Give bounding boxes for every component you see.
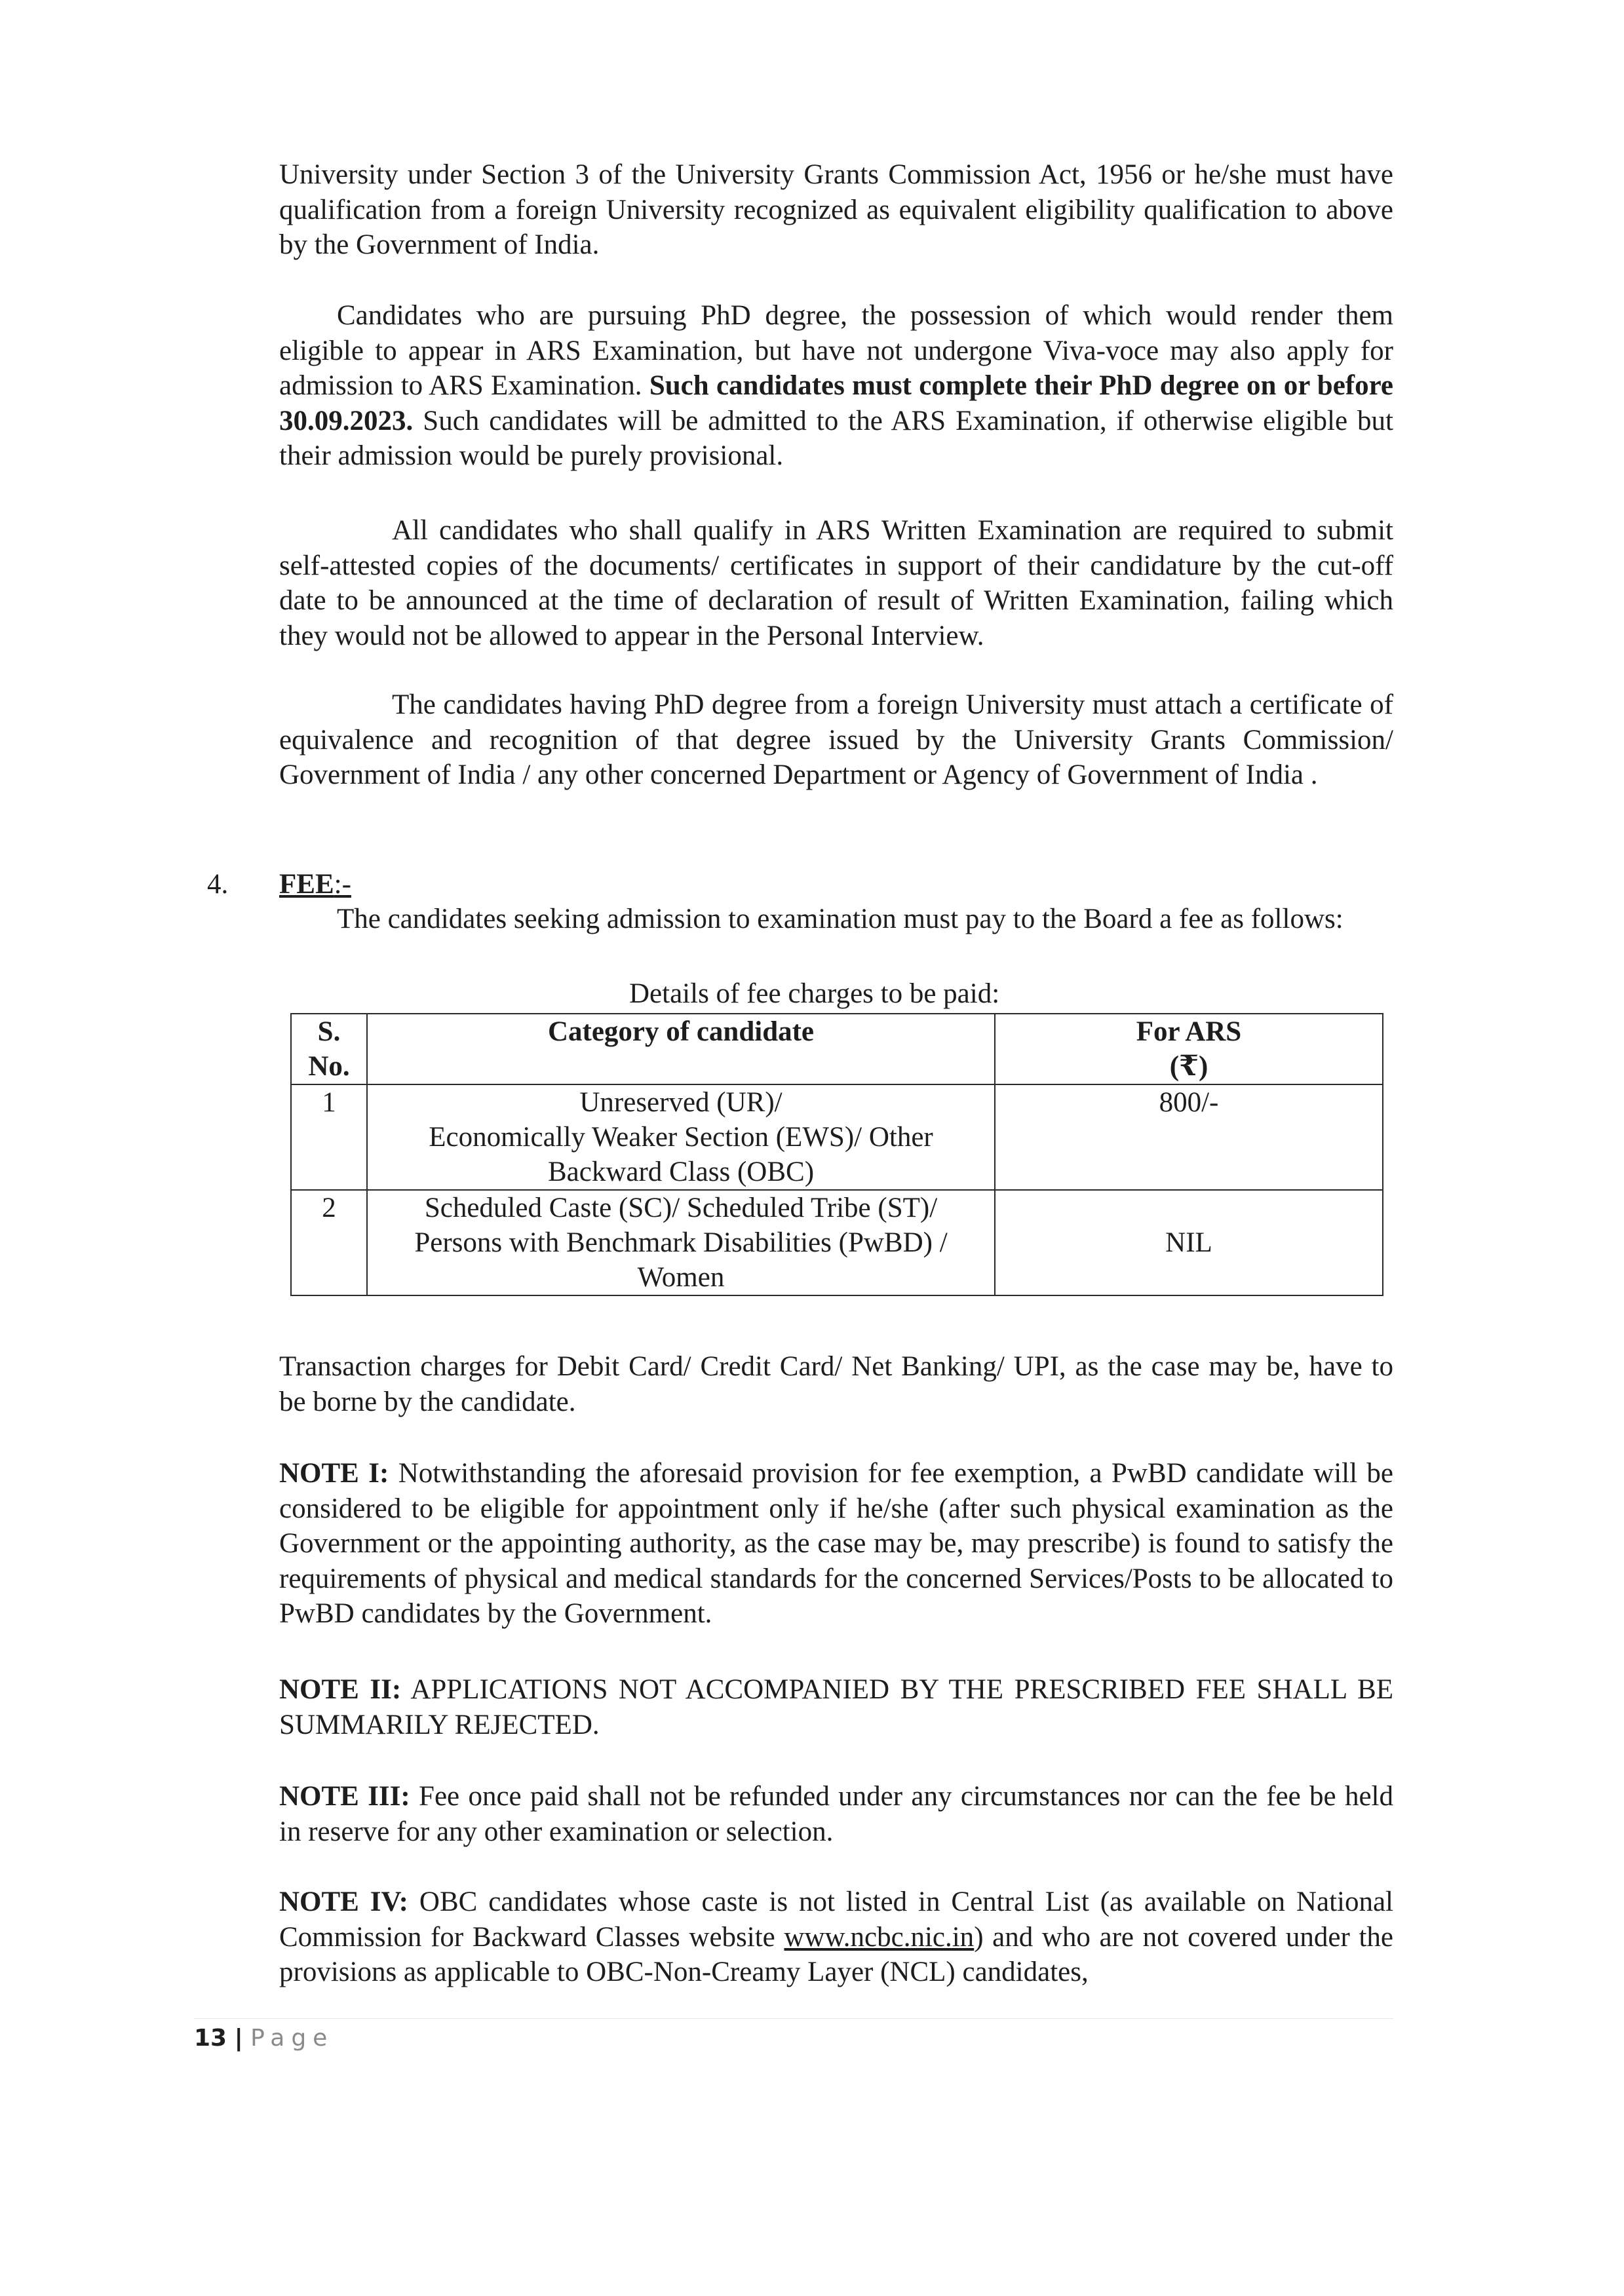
paragraph-foreign-phd: The candidates having PhD degree from a foreign University must attach a certificate of equivalence and recognition of that degree issued by the University Grants Commission/ Government of India / any other concerned Department or Agency of Government of India . [279, 689, 1393, 790]
paragraph-provisional-admission: Such candidates will be admitted to the ARS Examination, if otherwise eligible but their admission would be purely provisional. [279, 405, 1394, 471]
header-fee-line1: For ARS [1136, 1016, 1242, 1047]
row2-category-line1: Scheduled Caste (SC)/ Scheduled Tribe (ST)/ [424, 1193, 938, 1223]
row2-category [367, 1190, 995, 1295]
page-word: Page [250, 2025, 334, 2052]
paragraph-document-submission: All candidates who shall qualify in ARS Written Examination are required to submit self-attested copies of the documents/ certificates in support of their candidature by the cut-off date to be announced at the time of declaration of result of Written Examination, failing which they would not be allowed to appear in the Personal Interview. [279, 515, 1393, 651]
table-row [291, 1190, 1383, 1295]
table-caption: Details of fee charges to be paid: [629, 978, 1000, 1009]
note-4 [279, 1885, 1393, 1990]
section-title-suffix: :- [334, 869, 351, 900]
note-1 [279, 1456, 1393, 1632]
paragraph-eligibility-continued: University under Section 3 of the University Grants Commission Act, 1956 or he/she must have qualification from a foreign University recognized as equivalent eligibility qualification to above by the Government of India. [279, 159, 1393, 260]
table-header-row [291, 1014, 1383, 1084]
row2-fee: NIL [995, 1190, 1383, 1295]
paragraph-pursuing-phd [279, 298, 1393, 474]
note-4-text-a: OBC candidates whose caste is not listed in Central List (as available on National Commission for Backward Classes website [279, 1886, 1393, 1953]
row2-category-line3: Women [637, 1262, 725, 1293]
note-3 [279, 1779, 1393, 1849]
page-footer [194, 2025, 334, 2052]
page-number: 13 [194, 2025, 227, 2052]
note-3-text: Fee once paid shall not be refunded under any circumstances nor can the fee be held in reserve for any other examination or selection. [279, 1781, 1393, 1847]
section-title [279, 867, 351, 902]
note-4-label: NOTE IV: [279, 1886, 408, 1917]
section-number: 4. [207, 869, 229, 900]
note-1-text: Notwithstanding the aforesaid provision for fee exemption, a PwBD candidate will be considered to be eligible for appointment only if he/she (after such physical examination as the Government or the appointing authority, as the case may be, may prescribe) is found to satisfy the requirements of physical and medical standards for the concerned Services/Posts to be allocated to PwBD candidates by the Government. [279, 1458, 1393, 1629]
row1-category-line2: Economically Weaker Section (EWS)/ Other [429, 1122, 933, 1153]
header-category: Category of candidate [367, 1014, 995, 1084]
row2-sno: 2 [291, 1190, 367, 1295]
header-fee [995, 1014, 1383, 1084]
row1-fee: 800/- [995, 1084, 1383, 1190]
paragraph-pursuing-phd-text: Candidates who are pursuing PhD degree, the possession of which would render them eligible to appear in ARS Examination, but have not undergone Viva-voce may also apply for admission to ARS Examination. [279, 300, 1393, 401]
note-2-text: APPLICATIONS NOT ACCOMPANIED BY THE PRESCRIBED FEE SHALL BE SUMMARILY REJECTED. [279, 1674, 1393, 1740]
phd-deadline-text: Such candidates must complete their PhD degree on or before 30.09.2023. [279, 370, 1394, 436]
row1-category-line1: Unreserved (UR)/ [579, 1087, 783, 1118]
row1-category [367, 1084, 995, 1190]
header-sno-line2: No. [308, 1051, 350, 1082]
fee-table [290, 1013, 1383, 1296]
note-2-label: NOTE II: [279, 1674, 402, 1705]
paragraph-transaction-charges: Transaction charges for Debit Card/ Credit Card/ Net Banking/ UPI, as the case may be, have to be borne by the candidate. [279, 1351, 1393, 1417]
section-title-text: FEE [279, 869, 334, 900]
header-sno [291, 1014, 367, 1084]
note-3-label: NOTE III: [279, 1781, 410, 1812]
note-2 [279, 1672, 1393, 1742]
row1-sno: 1 [291, 1084, 367, 1190]
header-fee-line2: (₹) [1169, 1051, 1208, 1082]
note-4-text-b: ) and who are not covered under the provisions as applicable to OBC-Non-Creamy Layer (NCL) candidates, [279, 1921, 1393, 1987]
note-1-label: NOTE I: [279, 1458, 389, 1489]
footer-divider [194, 2018, 1393, 2019]
table-row [291, 1084, 1383, 1190]
page-separator: | [234, 2025, 243, 2052]
paragraph-fee-intro: The candidates seeking admission to examination must pay to the Board a fee as follows: [337, 904, 1344, 934]
header-sno-line1: S. [317, 1016, 341, 1047]
row1-category-line3: Backward Class (OBC) [547, 1157, 815, 1187]
ncbc-website-link[interactable]: www.ncbc.nic.in [784, 1921, 975, 1953]
row2-category-line2: Persons with Benchmark Disabilities (PwBD) / [414, 1227, 948, 1258]
